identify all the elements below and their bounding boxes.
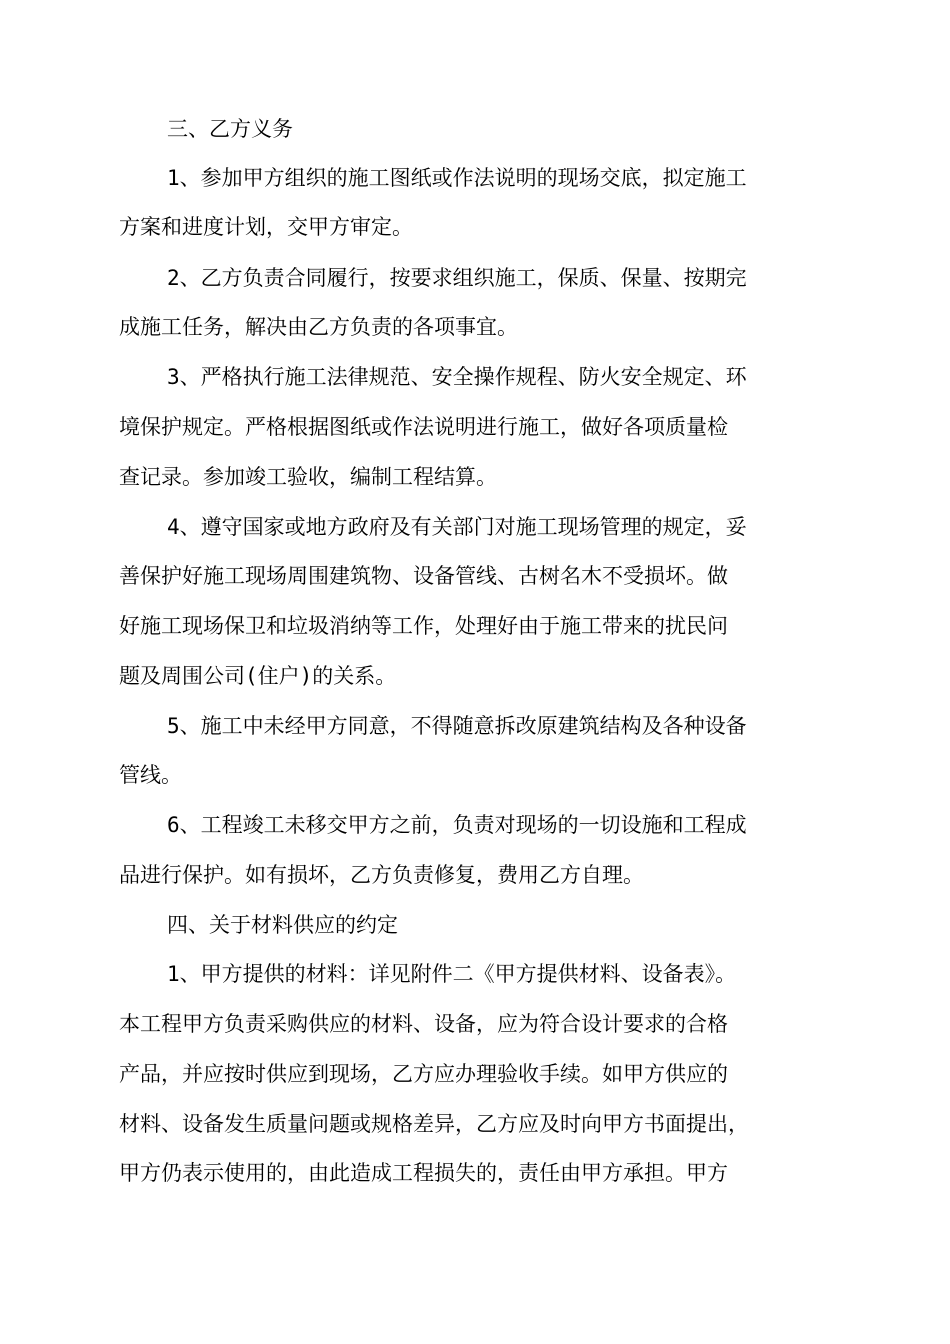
paragraph-line: 成施工任务，解决由乙方负责的各项事宜。 <box>119 315 518 339</box>
paragraph-line: 1、参加甲方组织的施工图纸或作法说明的现场交底，拟定施工 <box>167 166 747 190</box>
paragraph-line: 本工程甲方负责采购供应的材料、设备，应为符合设计要求的合格 <box>119 1012 728 1036</box>
paragraph-line: 品进行保护。如有损坏，乙方负责修复，费用乙方自理。 <box>119 863 644 887</box>
paragraph-line: 好施工现场保卫和垃圾消纳等工作，处理好由于施工带来的扰民问 <box>119 614 728 638</box>
paragraph-line: 5、施工中未经甲方同意，不得随意拆改原建筑结构及各种设备 <box>167 714 747 738</box>
paragraph-line: 题及周围公司(住户)的关系。 <box>119 664 397 688</box>
paragraph-line: 查记录。参加竣工验收，编制工程结算。 <box>119 465 497 489</box>
paragraph-line: 2、乙方负责合同履行，按要求组织施工，保质、保量、按期完 <box>167 266 747 290</box>
paragraph-line: 方案和进度计划，交甲方审定。 <box>119 215 413 239</box>
paragraph-line: 6、工程竣工未移交甲方之前，负责对现场的一切设施和工程成 <box>167 813 747 837</box>
paragraph-line: 善保护好施工现场周围建筑物、设备管线、古树名木不受损坏。做 <box>119 564 728 588</box>
section-heading: 四、关于材料供应的约定 <box>167 913 398 937</box>
paragraph-line: 产品，并应按时供应到现场，乙方应办理验收手续。如甲方供应的 <box>119 1062 728 1086</box>
paragraph-line: 境保护规定。严格根据图纸或作法说明进行施工，做好各项质量检 <box>119 415 728 439</box>
paragraph-line: 1、甲方提供的材料：详见附件二《甲方提供材料、设备表》。 <box>167 962 737 986</box>
section-heading: 三、乙方义务 <box>167 117 293 141</box>
paragraph-line: 4、遵守国家或地方政府及有关部门对施工现场管理的规定，妥 <box>167 515 747 539</box>
paragraph-line: 材料、设备发生质量问题或规格差异，乙方应及时向甲方书面提出， <box>119 1112 749 1136</box>
paragraph-line: 3、严格执行施工法律规范、安全操作规程、防火安全规定、环 <box>167 365 747 389</box>
paragraph-line: 管线。 <box>119 763 182 787</box>
paragraph-line: 甲方仍表示使用的，由此造成工程损失的，责任由甲方承担。甲方 <box>119 1161 728 1185</box>
